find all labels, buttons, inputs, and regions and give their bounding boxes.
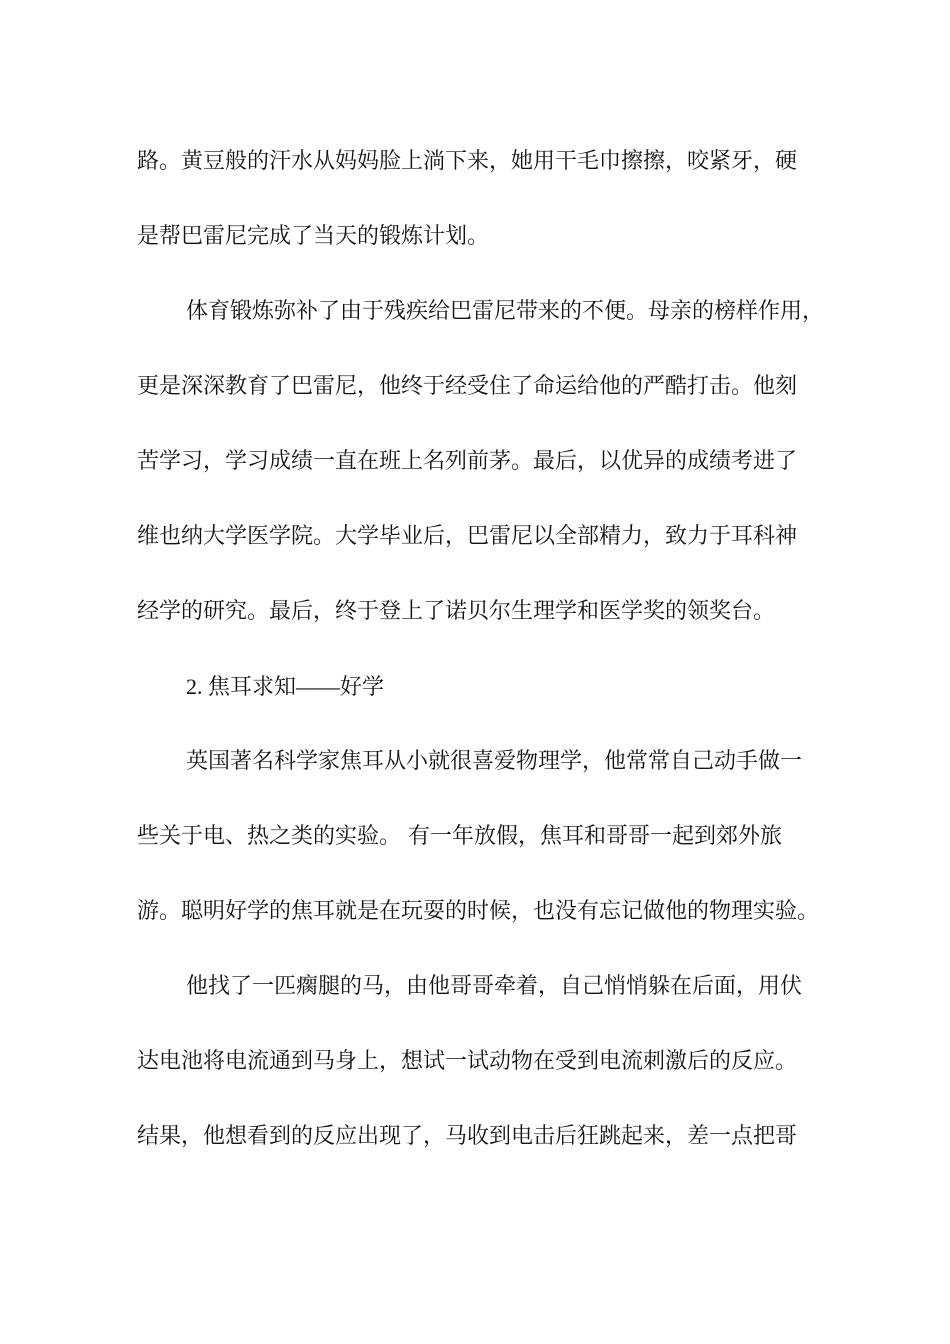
section-heading: 2. 焦耳求知——好学 (186, 674, 385, 699)
paragraph-start: 他找了一匹瘸腿的马，由他哥哥牵着，自己悄悄躲在后面，用伏 (186, 974, 803, 999)
text-line: 结果，他想看到的反应出现了，马收到电击后狂跳起来，差一点把哥 (137, 1124, 798, 1149)
text-line: 游。聪明好学的焦耳就是在玩耍的时候，也没有忘记做他的物理实验。 (137, 899, 820, 924)
paragraph-start: 英国著名科学家焦耳从小就很喜爱物理学，他常常自己动手做一 (186, 749, 803, 774)
text-line: 是帮巴雷尼完成了当天的锻炼计划。 (137, 224, 490, 249)
paragraph-start: 体育锻炼弥补了由于残疾给巴雷尼带来的不便。母亲的榜样作用， (186, 299, 825, 324)
text-line: 些关于电、热之类的实验。 有一年放假，焦耳和哥哥一起到郊外旅 (137, 824, 782, 849)
text-line: 路。黄豆般的汗水从妈妈脸上淌下来，她用干毛巾擦擦，咬紧牙，硬 (137, 149, 798, 174)
text-line: 达电池将电流通到马身上，想试一试动物在受到电流刺激后的反应。 (137, 1049, 798, 1074)
text-line: 苦学习，学习成绩一直在班上名列前茅。最后，以优异的成绩考进了 (137, 449, 798, 474)
text-line: 经学的研究。最后，终于登上了诺贝尔生理学和医学奖的领奖台。 (137, 599, 776, 624)
text-line: 维也纳大学医学院。大学毕业后，巴雷尼以全部精力，致力于耳科神 (137, 524, 798, 549)
text-line: 更是深深教育了巴雷尼，他终于经受住了命运给他的严酷打击。他刻 (137, 374, 798, 399)
